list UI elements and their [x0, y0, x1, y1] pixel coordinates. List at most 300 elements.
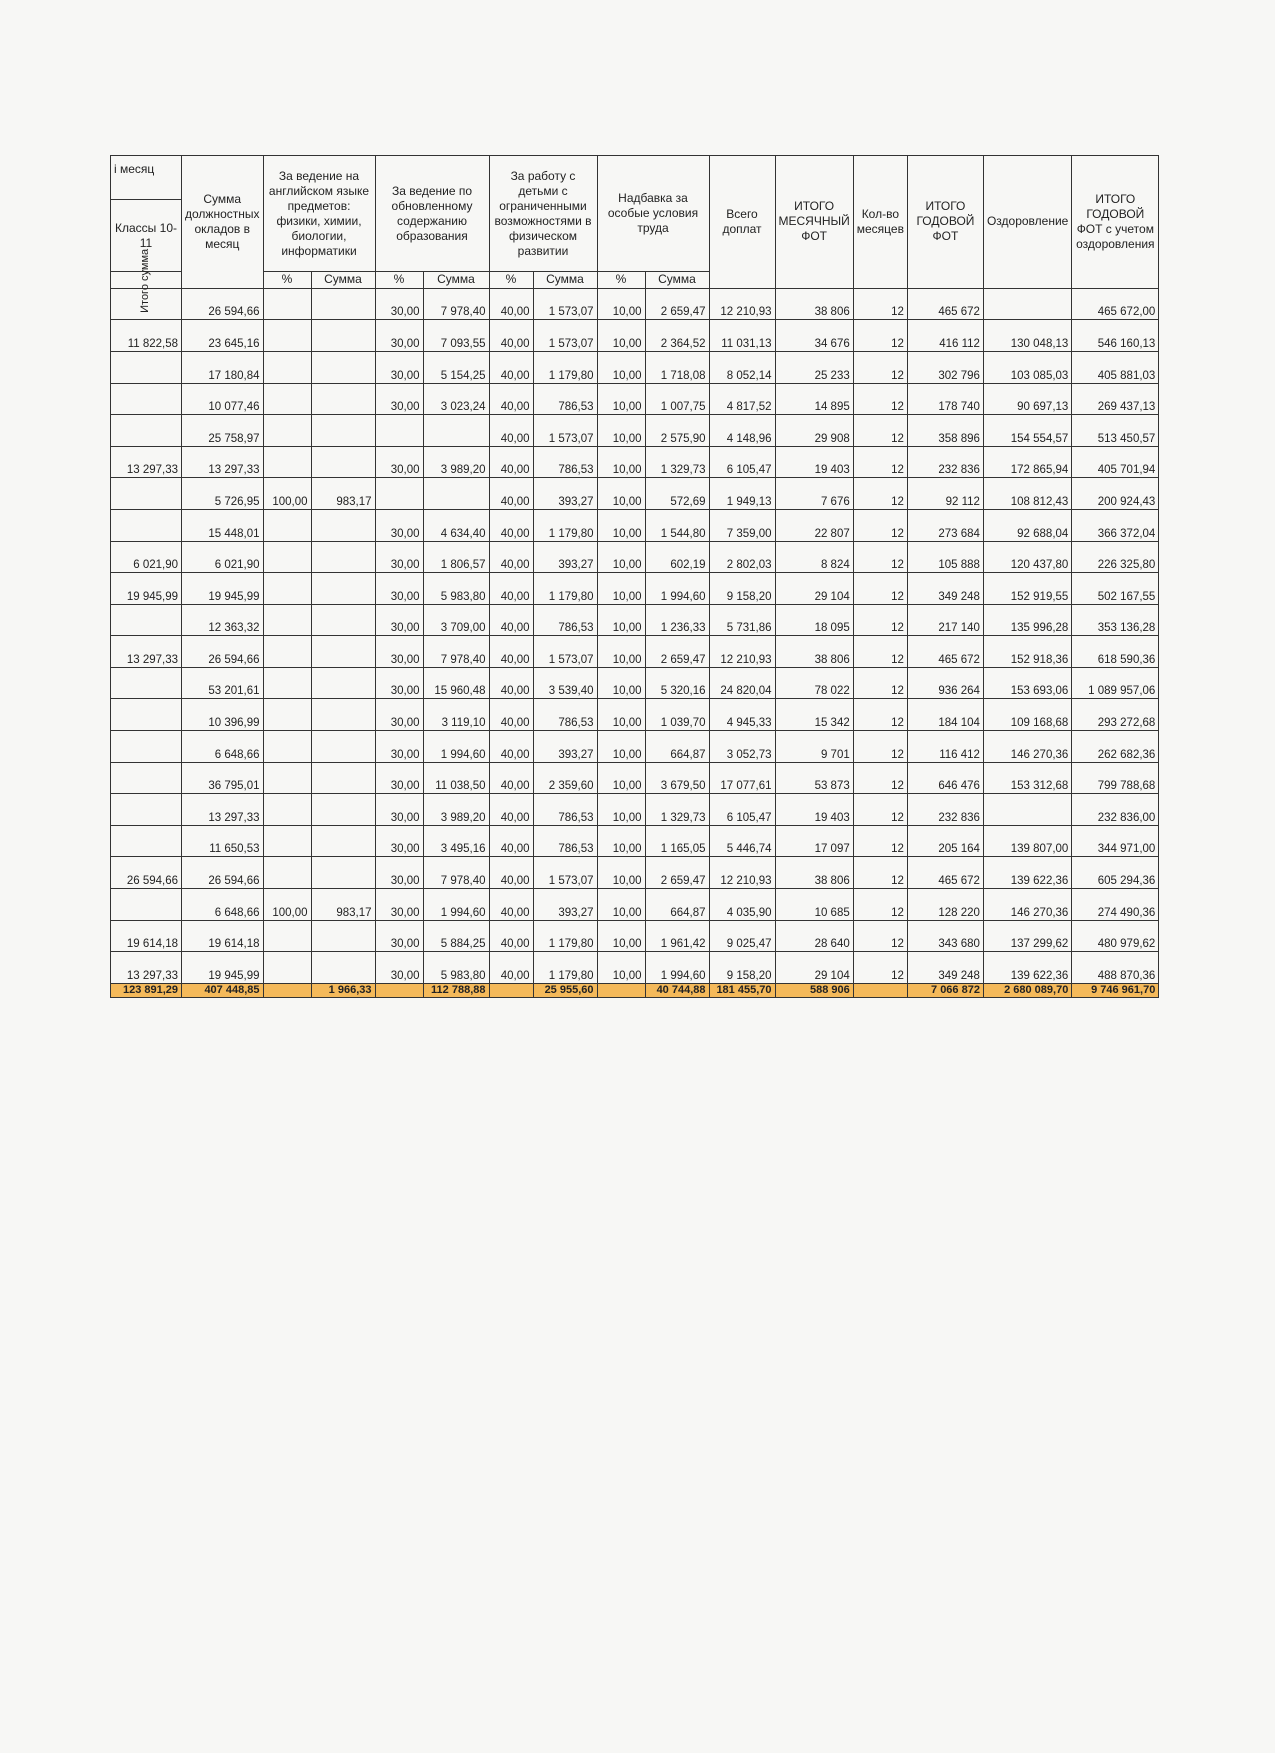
table-cell: 10,00: [597, 573, 645, 605]
table-cell: 8 052,14: [709, 351, 775, 383]
header-pct: %: [597, 272, 645, 289]
table-cell: 1 179,80: [533, 573, 597, 605]
table-cell: 226 325,80: [1072, 541, 1159, 573]
table-row: [111, 541, 1159, 573]
table-cell: 12: [853, 446, 907, 478]
table-cell: 19 614,18: [111, 920, 182, 952]
header-sum: Сумма: [311, 272, 375, 289]
table-cell: [311, 699, 375, 731]
table-cell: 40,00: [489, 920, 533, 952]
table-cell: [263, 920, 311, 952]
table-cell: 12: [853, 699, 907, 731]
table-cell: 12: [853, 541, 907, 573]
table-cell: 40,00: [489, 825, 533, 857]
table-cell: [111, 667, 182, 699]
table-cell: 200 924,43: [1072, 478, 1159, 510]
table-cell: 29 104: [775, 573, 853, 605]
table-cell: 1 165,05: [645, 825, 709, 857]
table-cell: 8 824: [775, 541, 853, 573]
table-cell: 1 718,08: [645, 351, 709, 383]
table-cell: 30,00: [375, 762, 423, 794]
table-cell: 172 865,94: [983, 446, 1071, 478]
table-cell: 10,00: [597, 889, 645, 921]
table-cell: 40,00: [489, 636, 533, 668]
table-cell: 25 233: [775, 351, 853, 383]
table-cell: [311, 351, 375, 383]
table-cell: 1 994,60: [423, 889, 489, 921]
table-cell: 5 884,25: [423, 920, 489, 952]
table-cell: 12: [853, 320, 907, 352]
table-cell: 1 573,07: [533, 857, 597, 889]
table-cell: 13 297,33: [182, 446, 263, 478]
table-cell: 12: [853, 889, 907, 921]
table-cell: 17 097: [775, 825, 853, 857]
table-cell: 12: [853, 762, 907, 794]
table-cell: 17 077,61: [709, 762, 775, 794]
total-cell: [597, 983, 645, 997]
table-cell: 9 158,20: [709, 573, 775, 605]
table-cell: 12 363,32: [182, 604, 263, 636]
table-cell: 513 450,57: [1072, 415, 1159, 447]
table-cell: [311, 952, 375, 984]
table-cell: [263, 288, 311, 320]
table-cell: 786,53: [533, 699, 597, 731]
table-cell: [111, 889, 182, 921]
table-cell: 1 039,70: [645, 699, 709, 731]
table-cell: 137 299,62: [983, 920, 1071, 952]
table-cell: 12: [853, 794, 907, 826]
table-cell: 232 836: [907, 794, 983, 826]
total-cell: 407 448,85: [182, 983, 263, 997]
table-cell: 1 573,07: [533, 288, 597, 320]
table-cell: 29 104: [775, 952, 853, 984]
table-cell: 25 758,97: [182, 415, 263, 447]
header-annual-fot: ИТОГО ГОДОВОЙ ФОТ: [907, 156, 983, 289]
table-body: [111, 288, 1159, 983]
table-cell: 12 210,93: [709, 857, 775, 889]
table-row: [111, 889, 1159, 921]
table-cell: 146 270,36: [983, 889, 1071, 921]
table-cell: 36 795,01: [182, 762, 263, 794]
table-cell: 6 105,47: [709, 794, 775, 826]
total-cell: 181 455,70: [709, 983, 775, 997]
table-cell: 19 614,18: [182, 920, 263, 952]
table-cell: 405 701,94: [1072, 446, 1159, 478]
total-cell: [853, 983, 907, 997]
total-cell: [489, 983, 533, 997]
table-cell: 983,17: [311, 478, 375, 510]
table-cell: 4 634,40: [423, 509, 489, 541]
table-cell: 786,53: [533, 604, 597, 636]
table-cell: [111, 383, 182, 415]
table-cell: 5 983,80: [423, 573, 489, 605]
table-cell: [311, 604, 375, 636]
table-cell: 618 590,36: [1072, 636, 1159, 668]
table-cell: 10 396,99: [182, 699, 263, 731]
table-cell: [263, 573, 311, 605]
table-cell: 2 359,60: [533, 762, 597, 794]
table-cell: 30,00: [375, 383, 423, 415]
table-cell: 135 996,28: [983, 604, 1071, 636]
table-cell: 343 680: [907, 920, 983, 952]
table-cell: [111, 478, 182, 510]
table-cell: [111, 509, 182, 541]
table-cell: 10,00: [597, 920, 645, 952]
table-cell: 78 022: [775, 667, 853, 699]
table-cell: 40,00: [489, 478, 533, 510]
table-cell: 12: [853, 952, 907, 984]
table-cell: [111, 351, 182, 383]
table-row: [111, 509, 1159, 541]
table-cell: 152 918,36: [983, 636, 1071, 668]
table-cell: [311, 415, 375, 447]
total-cell: 7 066 872: [907, 983, 983, 997]
table-cell: 1 089 957,06: [1072, 667, 1159, 699]
table-cell: 274 490,36: [1072, 889, 1159, 921]
table-cell: 5 726,95: [182, 478, 263, 510]
table-cell: [111, 794, 182, 826]
table-cell: 12: [853, 509, 907, 541]
table-cell: 40,00: [489, 509, 533, 541]
table-cell: 30,00: [375, 794, 423, 826]
table-cell: [375, 415, 423, 447]
table-cell: 40,00: [489, 351, 533, 383]
table-cell: [111, 762, 182, 794]
table-cell: 12 210,93: [709, 288, 775, 320]
table-cell: 139 622,36: [983, 952, 1071, 984]
total-cell: 112 788,88: [423, 983, 489, 997]
table-cell: 17 180,84: [182, 351, 263, 383]
table-cell: [263, 636, 311, 668]
table-row: [111, 731, 1159, 763]
table-cell: [311, 857, 375, 889]
header-health: Оздоровление: [983, 156, 1071, 289]
total-cell: 2 680 089,70: [983, 983, 1071, 997]
table-cell: 12: [853, 920, 907, 952]
table-cell: 139 622,36: [983, 857, 1071, 889]
table-cell: [263, 699, 311, 731]
table-cell: 293 272,68: [1072, 699, 1159, 731]
table-cell: 10,00: [597, 351, 645, 383]
table-cell: 2 659,47: [645, 288, 709, 320]
table-cell: 40,00: [489, 731, 533, 763]
table-cell: [263, 320, 311, 352]
table-cell: 10,00: [597, 699, 645, 731]
table-cell: 12: [853, 636, 907, 668]
table-cell: 3 989,20: [423, 794, 489, 826]
table-row: [111, 794, 1159, 826]
table-cell: [111, 731, 182, 763]
table-cell: 10,00: [597, 762, 645, 794]
table-cell: 1 961,42: [645, 920, 709, 952]
table-cell: [263, 383, 311, 415]
table-cell: 12: [853, 825, 907, 857]
table-cell: 5 154,25: [423, 351, 489, 383]
table-cell: 664,87: [645, 731, 709, 763]
table-cell: [263, 731, 311, 763]
table-cell: 10,00: [597, 509, 645, 541]
table-cell: 6 021,90: [111, 541, 182, 573]
table-cell: [311, 541, 375, 573]
table-cell: 12 210,93: [709, 636, 775, 668]
table-cell: 30,00: [375, 699, 423, 731]
table-cell: 1 179,80: [533, 920, 597, 952]
table-cell: [311, 573, 375, 605]
table-cell: 130 048,13: [983, 320, 1071, 352]
table-cell: 1 573,07: [533, 415, 597, 447]
table-cell: 19 403: [775, 446, 853, 478]
table-cell: 19 945,99: [182, 952, 263, 984]
table-cell: 488 870,36: [1072, 952, 1159, 984]
header-english: За ведение на английском языке предметов: физики, химии, биологии, информатики: [263, 156, 375, 272]
table-cell: 10,00: [597, 952, 645, 984]
table-cell: [263, 604, 311, 636]
table-cell: 108 812,43: [983, 478, 1071, 510]
table-cell: 366 372,04: [1072, 509, 1159, 541]
table-cell: 3 539,40: [533, 667, 597, 699]
total-cell: 25 955,60: [533, 983, 597, 997]
table-cell: 152 919,55: [983, 573, 1071, 605]
table-cell: 11 031,13: [709, 320, 775, 352]
table-cell: [263, 541, 311, 573]
table-cell: 1 544,80: [645, 509, 709, 541]
table-cell: 4 945,33: [709, 699, 775, 731]
table-cell: [311, 509, 375, 541]
table-cell: 7 978,40: [423, 857, 489, 889]
table-cell: 92 688,04: [983, 509, 1071, 541]
table-cell: 232 836: [907, 446, 983, 478]
table-cell: [311, 794, 375, 826]
table-cell: 40,00: [489, 667, 533, 699]
table-cell: [263, 351, 311, 383]
table-cell: 12: [853, 731, 907, 763]
table-cell: 12: [853, 383, 907, 415]
table-cell: 405 881,03: [1072, 351, 1159, 383]
table-cell: 1 179,80: [533, 351, 597, 383]
table-cell: 10,00: [597, 383, 645, 415]
table-cell: 3 679,50: [645, 762, 709, 794]
table-cell: [375, 478, 423, 510]
table-cell: 30,00: [375, 731, 423, 763]
table-cell: 605 294,36: [1072, 857, 1159, 889]
table-cell: [311, 762, 375, 794]
table-cell: [311, 383, 375, 415]
table-row: [111, 920, 1159, 952]
table-cell: 153 312,68: [983, 762, 1071, 794]
table-cell: 30,00: [375, 288, 423, 320]
table-cell: 40,00: [489, 320, 533, 352]
table-cell: 38 806: [775, 857, 853, 889]
table-cell: 38 806: [775, 288, 853, 320]
table-cell: 5 983,80: [423, 952, 489, 984]
table-cell: 12: [853, 573, 907, 605]
table-cell: 205 164: [907, 825, 983, 857]
table-cell: 10,00: [597, 288, 645, 320]
table-cell: 273 684: [907, 509, 983, 541]
table-cell: 572,69: [645, 478, 709, 510]
table-cell: 26 594,66: [182, 857, 263, 889]
header-monthly-fot: ИТОГО МЕСЯЧНЫЙ ФОТ: [775, 156, 853, 289]
table-cell: 11 822,58: [111, 320, 182, 352]
table-cell: 480 979,62: [1072, 920, 1159, 952]
table-row: [111, 446, 1159, 478]
header-sum: Сумма: [423, 272, 489, 289]
table-cell: 30,00: [375, 952, 423, 984]
table-cell: 5 446,74: [709, 825, 775, 857]
table-cell: [111, 604, 182, 636]
table-row: [111, 952, 1159, 984]
table-row: [111, 825, 1159, 857]
total-cell: [375, 983, 423, 997]
table-row: [111, 604, 1159, 636]
table-cell: 799 788,68: [1072, 762, 1159, 794]
table-cell: 936 264: [907, 667, 983, 699]
table-cell: 10 077,46: [182, 383, 263, 415]
table-cell: 10,00: [597, 857, 645, 889]
table-cell: 30,00: [375, 920, 423, 952]
table-cell: 2 575,90: [645, 415, 709, 447]
table-cell: 40,00: [489, 415, 533, 447]
table-cell: [311, 446, 375, 478]
table-cell: 30,00: [375, 541, 423, 573]
table-cell: 40,00: [489, 604, 533, 636]
table-cell: 393,27: [533, 541, 597, 573]
table-cell: [263, 825, 311, 857]
table-cell: 19 945,99: [182, 573, 263, 605]
table-cell: 217 140: [907, 604, 983, 636]
table-cell: 9 025,47: [709, 920, 775, 952]
table-cell: [983, 794, 1071, 826]
table-row: [111, 351, 1159, 383]
total-cell: 40 744,88: [645, 983, 709, 997]
table-cell: 546 160,13: [1072, 320, 1159, 352]
header-base-salary: Сумма должностных окладов в месяц: [182, 156, 263, 289]
table-cell: 4 035,90: [709, 889, 775, 921]
table-cell: [263, 857, 311, 889]
table-cell: 15 960,48: [423, 667, 489, 699]
table-cell: 786,53: [533, 446, 597, 478]
table-cell: [111, 699, 182, 731]
table-row: [111, 636, 1159, 668]
table-row: [111, 288, 1159, 320]
table-cell: 40,00: [489, 288, 533, 320]
table-cell: 3 709,00: [423, 604, 489, 636]
table-cell: 1 179,80: [533, 952, 597, 984]
table-row: [111, 573, 1159, 605]
table-cell: 6 648,66: [182, 889, 263, 921]
table-cell: [111, 825, 182, 857]
header-pct: %: [263, 272, 311, 289]
header-classes: Классы 10-11: [111, 200, 182, 272]
table-row: [111, 478, 1159, 510]
table-cell: 3 052,73: [709, 731, 775, 763]
table-cell: 1 179,80: [533, 509, 597, 541]
total-cell: 1 966,33: [311, 983, 375, 997]
table-cell: [311, 667, 375, 699]
table-cell: 11 650,53: [182, 825, 263, 857]
table-cell: 128 220: [907, 889, 983, 921]
table-cell: 30,00: [375, 509, 423, 541]
table-cell: 30,00: [375, 573, 423, 605]
table-cell: [263, 415, 311, 447]
table-cell: 12: [853, 667, 907, 699]
table-cell: 22 807: [775, 509, 853, 541]
table-cell: 40,00: [489, 952, 533, 984]
table-cell: 4 148,96: [709, 415, 775, 447]
table-cell: 40,00: [489, 446, 533, 478]
total-cell: 588 906: [775, 983, 853, 997]
table-cell: [263, 794, 311, 826]
table-cell: 19 403: [775, 794, 853, 826]
header-annual-fot-health: ИТОГО ГОДОВОЙ ФОТ с учетом оздоровления: [1072, 156, 1159, 289]
table-row: [111, 320, 1159, 352]
table-cell: 10,00: [597, 667, 645, 699]
table-cell: [423, 415, 489, 447]
table-cell: [263, 952, 311, 984]
table-cell: 5 320,16: [645, 667, 709, 699]
table-cell: 9 158,20: [709, 952, 775, 984]
table-cell: 30,00: [375, 351, 423, 383]
table-cell: 465 672: [907, 636, 983, 668]
header-disabled-children: За работу с детьми с ограниченными возможностями в физическом развитии: [489, 156, 597, 272]
table-cell: 7 359,00: [709, 509, 775, 541]
header-updated-content: За ведение по обновленному содержанию образования: [375, 156, 489, 272]
table-cell: 1 994,60: [645, 573, 709, 605]
header-pct: %: [375, 272, 423, 289]
table-cell: 1 994,60: [645, 952, 709, 984]
table-cell: 3 023,24: [423, 383, 489, 415]
table-cell: 11 038,50: [423, 762, 489, 794]
table-cell: 983,17: [311, 889, 375, 921]
table-cell: 116 412: [907, 731, 983, 763]
table-cell: 13 297,33: [111, 636, 182, 668]
table-row: [111, 415, 1159, 447]
table-cell: 10,00: [597, 636, 645, 668]
table-cell: 3 119,10: [423, 699, 489, 731]
table-cell: 6 021,90: [182, 541, 263, 573]
table-cell: 1 573,07: [533, 636, 597, 668]
table-cell: 13 297,33: [111, 446, 182, 478]
table-cell: 344 971,00: [1072, 825, 1159, 857]
table-cell: 302 796: [907, 351, 983, 383]
table-cell: 2 659,47: [645, 636, 709, 668]
table-cell: 178 740: [907, 383, 983, 415]
table-cell: 139 807,00: [983, 825, 1071, 857]
table-cell: 416 112: [907, 320, 983, 352]
header-sum: Сумма: [645, 272, 709, 289]
table-cell: 358 896: [907, 415, 983, 447]
table-cell: [311, 920, 375, 952]
table-cell: 393,27: [533, 889, 597, 921]
table-cell: [263, 667, 311, 699]
table-cell: [983, 288, 1071, 320]
table-cell: 3 495,16: [423, 825, 489, 857]
table-cell: 2 364,52: [645, 320, 709, 352]
table-cell: 10,00: [597, 446, 645, 478]
table-cell: 6 105,47: [709, 446, 775, 478]
table-cell: 1 329,73: [645, 794, 709, 826]
table-cell: 2 659,47: [645, 857, 709, 889]
table-cell: 40,00: [489, 762, 533, 794]
table-cell: 232 836,00: [1072, 794, 1159, 826]
table-cell: 100,00: [263, 889, 311, 921]
table-cell: 53 873: [775, 762, 853, 794]
table-cell: 349 248: [907, 573, 983, 605]
table-cell: 10,00: [597, 478, 645, 510]
table-cell: 1 007,75: [645, 383, 709, 415]
table-cell: [311, 636, 375, 668]
header-pct: %: [489, 272, 533, 289]
